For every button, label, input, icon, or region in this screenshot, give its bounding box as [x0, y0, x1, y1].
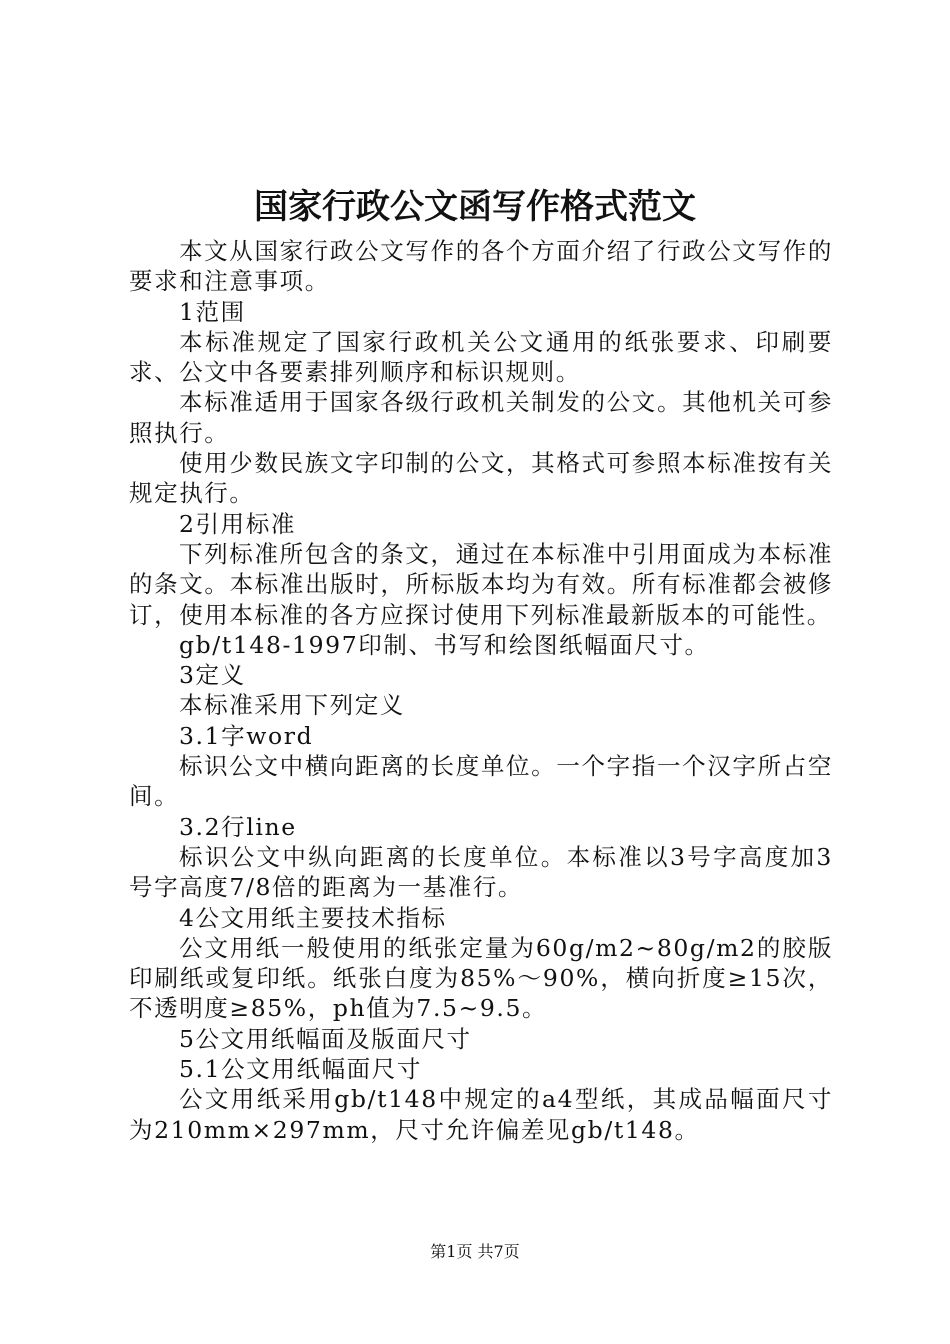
section-heading: 5公文用纸幅面及版面尺寸 [179, 1024, 472, 1053]
paragraph: 使用少数民族文字印制的公文，其格式可参照本标准按有关规定执行。 [129, 449, 833, 508]
section-heading: 3定义 [179, 661, 246, 690]
paragraph: 标识公文中纵向距离的长度单位。本标准以3号字高度加3号字高度7/8倍的距离为一基准行。 [129, 842, 833, 902]
paragraph: 本标准规定了国家行政机关公文通用的纸张要求、印刷要求、公文中各要素排列顺序和标识规则。 [129, 327, 833, 387]
section-heading: 4公文用纸主要技术指标 [179, 903, 447, 932]
section-heading: 2引用标准 [179, 509, 296, 538]
paragraph: 本标准适用于国家各级行政机关制发的公文。其他机关可参照执行。 [129, 388, 833, 447]
subsection-heading: 3.1字word [179, 721, 314, 750]
paragraph: 本文从国家行政公文写作的各个方面介绍了行政公文写作的要求和注意事项。 [129, 237, 833, 296]
paragraph: 下列标准所包含的条文，通过在本标准中引用面成为本标准的条文。本标准出版时，所标版本均为有效。所有标准都会被修订，使用本标准的各方应探讨使用下列标准最新版本的可能性。 [129, 539, 833, 629]
paragraph: 标识公文中横向距离的长度单位。一个字指一个汉字所占空间。 [129, 752, 833, 811]
paragraph: 公文用纸一般使用的纸张定量为60g/m2~80g/m2的胶版印刷纸或复印纸。纸张白度为85%～90%，横向折度≥15次，不透明度≥85%，ph值为7.5~9.5。 [129, 933, 833, 1023]
paragraph: gb/t148-1997印制、书写和绘图纸幅面尺寸。 [179, 630, 710, 659]
paragraph: 公文用纸采用gb/t148中规定的a4型纸，其成品幅面尺寸为210mm×297mm，尺寸允许偏差见gb/t148。 [129, 1085, 833, 1144]
subsection-heading: 5.1公文用纸幅面尺寸 [179, 1055, 422, 1084]
subsection-heading: 3.2行line [179, 812, 297, 841]
document-body [129, 236, 833, 1145]
paragraph: 本标准采用下列定义 [179, 691, 405, 720]
document-title: 国家行政公文函写作格式范文 [254, 187, 696, 227]
section-heading: 1范围 [179, 297, 246, 326]
page-number-footer: 第1页 共7页 [430, 1242, 520, 1261]
